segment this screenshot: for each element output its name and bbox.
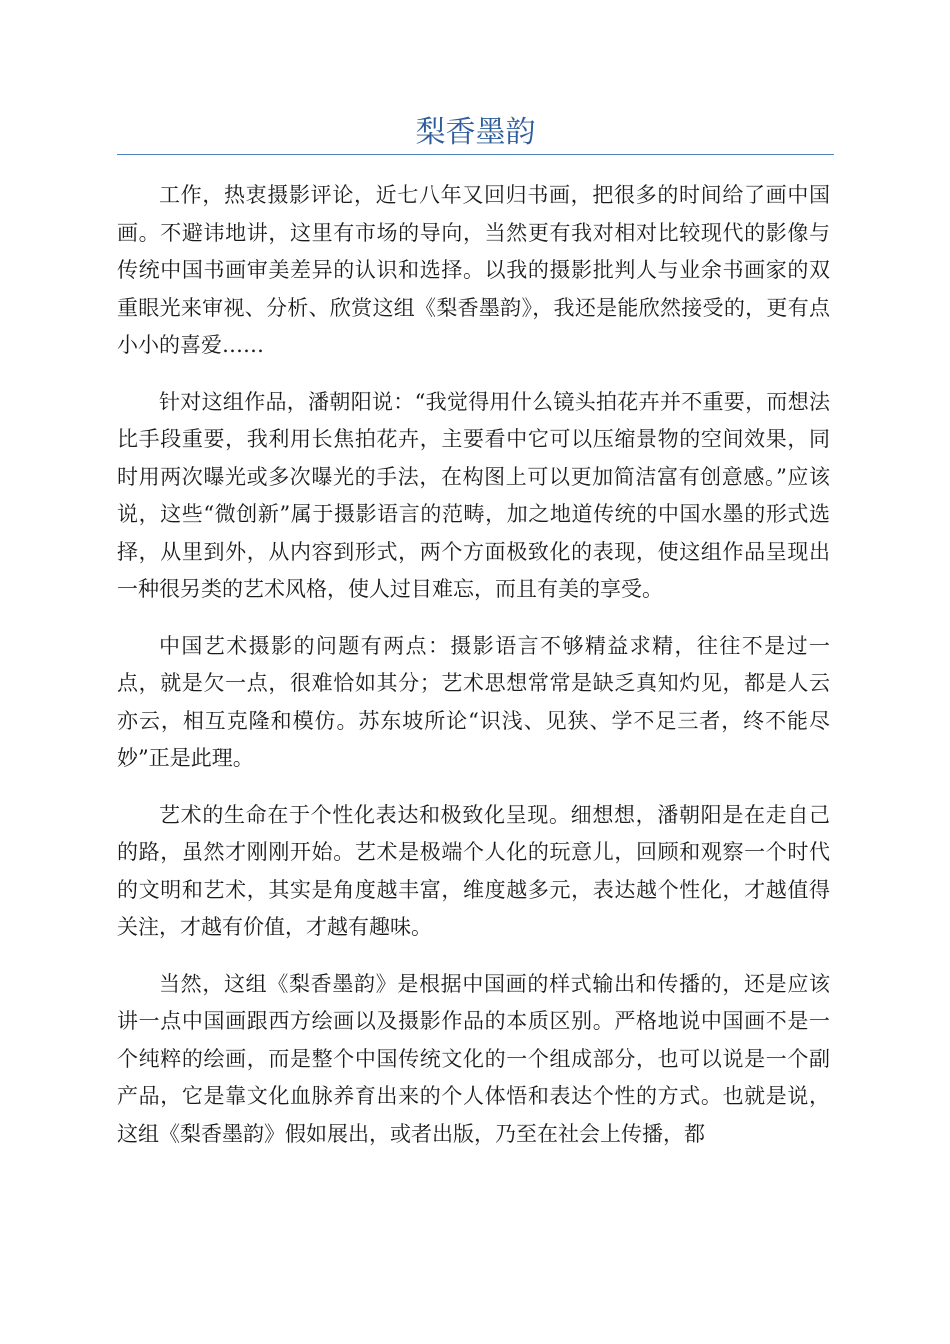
- document-body: [117, 177, 830, 1153]
- paragraph-1: 工作，热衷摄影评论，近七八年又回归书画，把很多的时间给了画中国画。不避讳地讲，这里有市场的导向，当然更有我对相对比较现代的影像与传统中国书画审美差异的认识和选择。以我的摄影批判人与业余书画家的双重眼光来审视、分析、欣赏这组《梨香墨韵》，我还是能欣然接受的，更有点小小的喜爱……: [117, 183, 830, 357]
- paragraph-5: 当然，这组《梨香墨韵》是根据中国画的样式输出和传播的，还是应该讲一点中国画跟西方绘画以及摄影作品的本质区别。严格地说中国画不是一个纯粹的绘画，而是整个中国传统文化的一个组成部分，也可以说是一个副产品，它是靠文化血脉养育出来的个人体悟和表达个性的方式。也就是说，这组《梨香墨韵》假如展出，或者出版，乃至在社会上传播，都: [117, 971, 830, 1146]
- paragraph-3: 中国艺术摄影的问题有两点：摄影语言不够精益求精，往往不是过一点，就是欠一点，很难恰如其分；艺术思想常常是缺乏真知灼见，都是人云亦云，相互克隆和模仿。苏东坡所论“识浅、见狭、学不足三者，终不能尽妙”正是此理。: [117, 633, 830, 770]
- paragraph-2: 针对这组作品，潘朝阳说：“我觉得用什么镜头拍花卉并不重要，而想法比手段重要，我利用长焦拍花卉，主要看中它可以压缩景物的空间效果，同时用两次曝光或多次曝光的手法，在构图上可以更加简洁富有创意感。”应该说，这些“微创新”属于摄影语言的范畴，加之地道传统的中国水墨的形式选择，从里到外，从内容到形式，两个方面极致化的表现，使这组作品呈现出一种很另类的艺术风格，使人过目难忘，而且有美的享受。: [117, 389, 830, 601]
- paragraph-4: 艺术的生命在于个性化表达和极致化呈现。细想想，潘朝阳是在走自己的路，虽然才刚刚开始。艺术是极端个人化的玩意儿，回顾和观察一个时代的文明和艺术，其实是角度越丰富，维度越多元，表达越个性化，才越值得关注，才越有价值，才越有趣味。: [117, 802, 830, 939]
- title-underline: [117, 154, 834, 155]
- document-title: 梨香墨韵: [415, 115, 536, 150]
